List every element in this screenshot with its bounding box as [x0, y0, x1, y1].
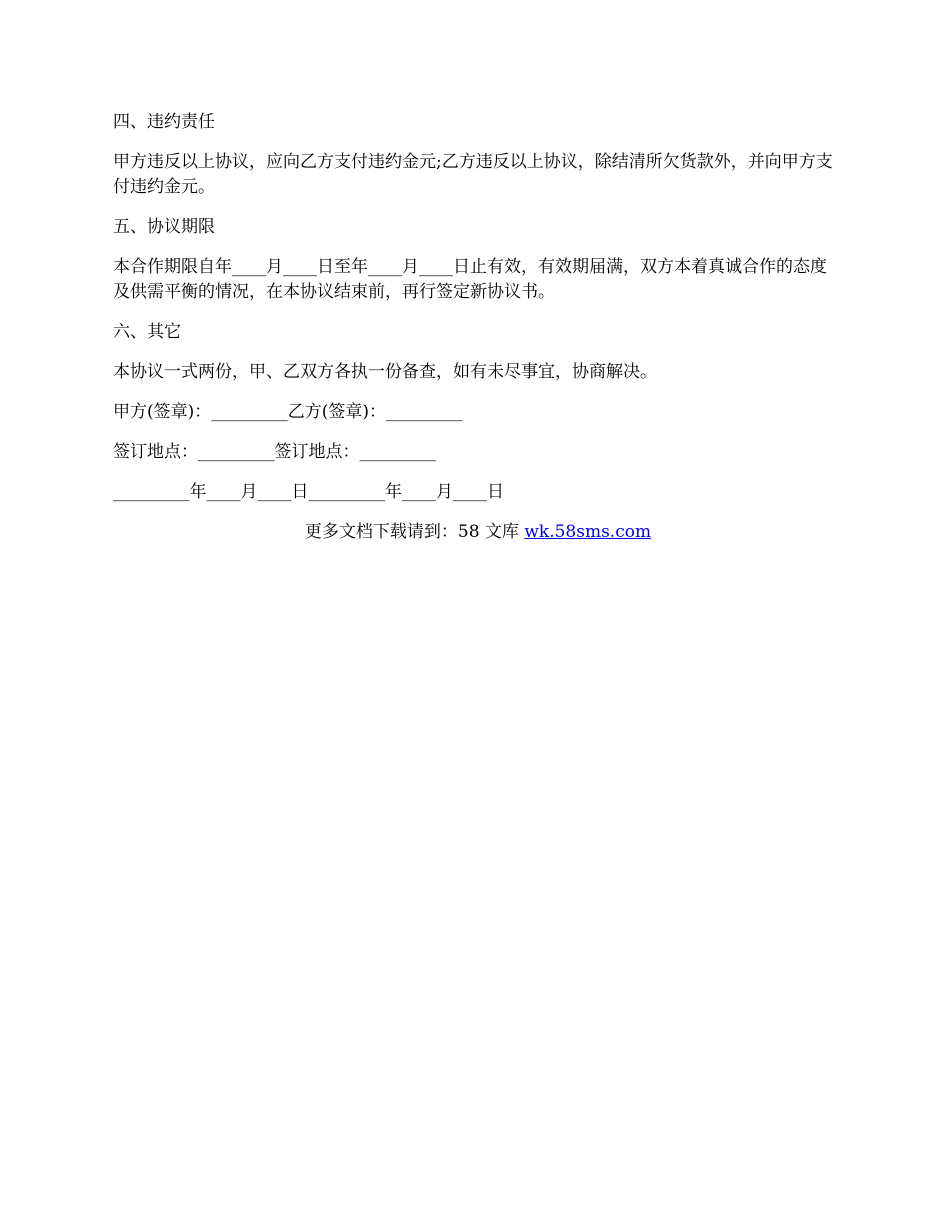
- signature-place: 签订地点：_________签订地点：_________: [113, 442, 436, 462]
- section-5-body: 本合作期限自年____月____日至年____月____日止有效，有效期届满，双方本着真诚合作的态度及供需平衡的情况，在本协议结束前，再行签定新协议书。: [113, 257, 827, 302]
- section-6-body: 本协议一式两份，甲、乙双方各执一份备查，如有未尽事宜，协商解决。: [113, 362, 657, 382]
- document-body: [113, 110, 843, 545]
- section-6-heading: 六、其它: [113, 322, 181, 342]
- section-4-body: 甲方违反以上协议，应向乙方支付违约金元;乙方违反以上协议，除结清所欠货款外，并向甲方支付违约金元。: [113, 152, 833, 197]
- section-5-heading: 五、协议期限: [113, 217, 215, 237]
- signature-parties: 甲方(签章)：_________乙方(签章)：_________: [113, 402, 463, 422]
- footer-prefix: 更多文档下载请到：58 文库: [304, 522, 525, 542]
- section-4-heading: 四、违约责任: [113, 112, 215, 132]
- footer-link[interactable]: wk.58sms.com: [524, 522, 652, 542]
- signature-date: _________年____月____日_________年____月____日: [113, 482, 504, 502]
- footer-note: [113, 520, 843, 545]
